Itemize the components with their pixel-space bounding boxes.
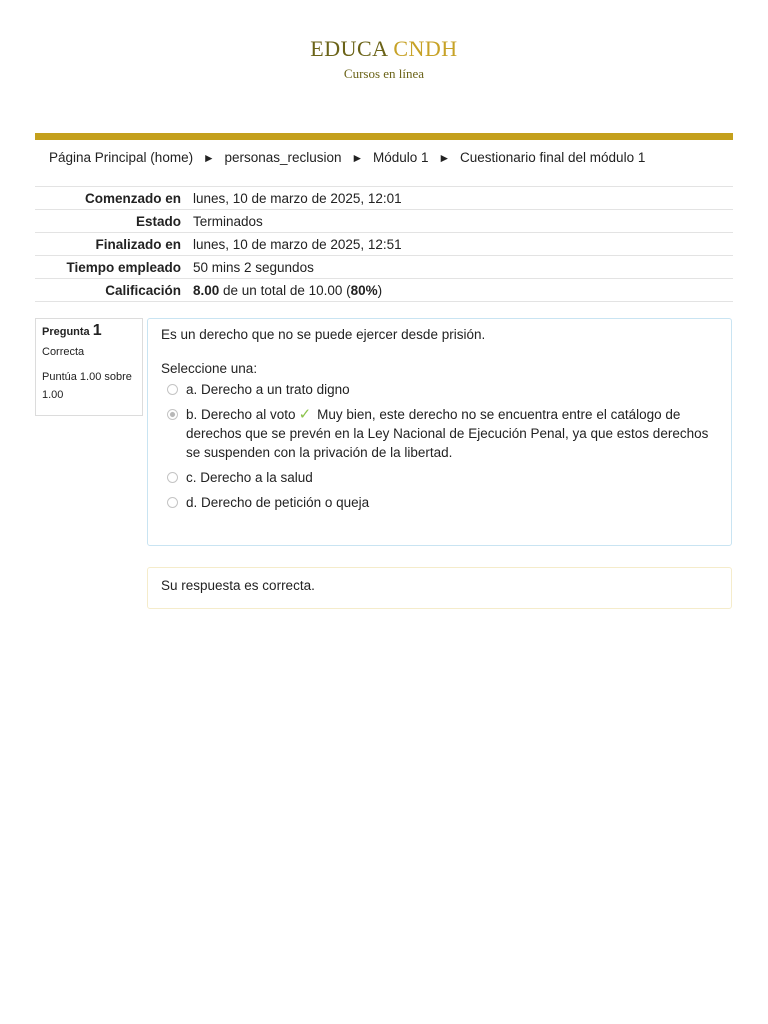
summary-row-grade (35, 279, 733, 302)
summary-label: Estado (135, 213, 181, 229)
summary-value: 50 mins 2 segundos (193, 259, 314, 275)
question-info (35, 318, 143, 416)
summary-row (35, 233, 733, 256)
breadcrumb-quiz[interactable]: Cuestionario final del módulo 1 (459, 150, 646, 165)
question-outcome (147, 567, 732, 609)
answer-b-content (186, 405, 718, 462)
breadcrumb-module[interactable]: Módulo 1 (373, 150, 429, 165)
breadcrumb-separator: ► (351, 151, 364, 165)
summary-value: lunes, 10 de marzo de 2025, 12:51 (193, 236, 402, 252)
answer-label: a. Derecho a un trato digno (186, 382, 350, 397)
summary-label: Finalizado en (95, 236, 181, 252)
answer-label: d. Derecho de petición o queja (186, 495, 370, 510)
grade-total: de un total de 10.00 ( (219, 282, 351, 298)
summary-label: Tiempo empleado (66, 259, 181, 275)
summary-row (35, 187, 733, 210)
summary-label: Calificación (105, 282, 181, 298)
question-number-label: Pregunta (42, 326, 90, 338)
question-text: Es un derecho que no se puede ejercer desde prisión. (161, 327, 486, 342)
grade-percent: 80% (350, 282, 378, 298)
header-divider (35, 133, 733, 140)
site-subtitle: Cursos en línea (343, 66, 425, 81)
answer-option-a (161, 380, 718, 399)
radio-button[interactable] (167, 384, 178, 395)
answer-label: b. Derecho al voto (186, 407, 296, 422)
answer-option-c (161, 468, 718, 487)
summary-row (35, 256, 733, 279)
attempt-summary-table (35, 186, 733, 302)
answer-option-d (161, 493, 718, 512)
breadcrumb-home[interactable]: Página Principal (home) (49, 150, 194, 165)
summary-label: Comenzado en (84, 190, 181, 206)
answer-feedback: Muy bien, este derecho no se encuentra entre el catálogo de derechos que se prevén en la Ley Nacional de Ejecución Penal, ya que estos derechos se suspenden con la privación de la libertad. (186, 407, 709, 460)
site-logo[interactable] (0, 36, 768, 62)
grade-score: 8.00 (193, 282, 220, 298)
radio-button-selected[interactable] (167, 409, 178, 420)
grade-close: ) (377, 282, 383, 298)
breadcrumb-course[interactable]: personas_reclusion (224, 150, 342, 165)
summary-row (35, 210, 733, 233)
brand-educa: EDUCA (310, 36, 388, 61)
breadcrumb-separator: ► (438, 151, 451, 165)
summary-value: Terminados (193, 213, 263, 229)
check-icon: ✓ (298, 406, 312, 423)
site-header (0, 36, 768, 82)
grade-value (187, 279, 733, 302)
answer-prompt: Seleccione una: (161, 361, 258, 376)
question-number: 1 (92, 322, 102, 339)
brand-cndh: CNDH (393, 36, 458, 61)
answer-label: c. Derecho a la salud (186, 470, 313, 485)
breadcrumb (49, 150, 733, 165)
breadcrumb-separator: ► (202, 151, 215, 165)
question-state: Correcta (42, 346, 85, 358)
outcome-text: Su respuesta es correcta. (161, 578, 315, 593)
question-grade: Puntúa 1.00 sobre 1.00 (42, 371, 132, 401)
radio-button[interactable] (167, 497, 178, 508)
summary-value: lunes, 10 de marzo de 2025, 12:01 (193, 190, 402, 206)
answer-option-b (161, 405, 718, 462)
radio-button[interactable] (167, 472, 178, 483)
question-formulation (147, 318, 732, 546)
